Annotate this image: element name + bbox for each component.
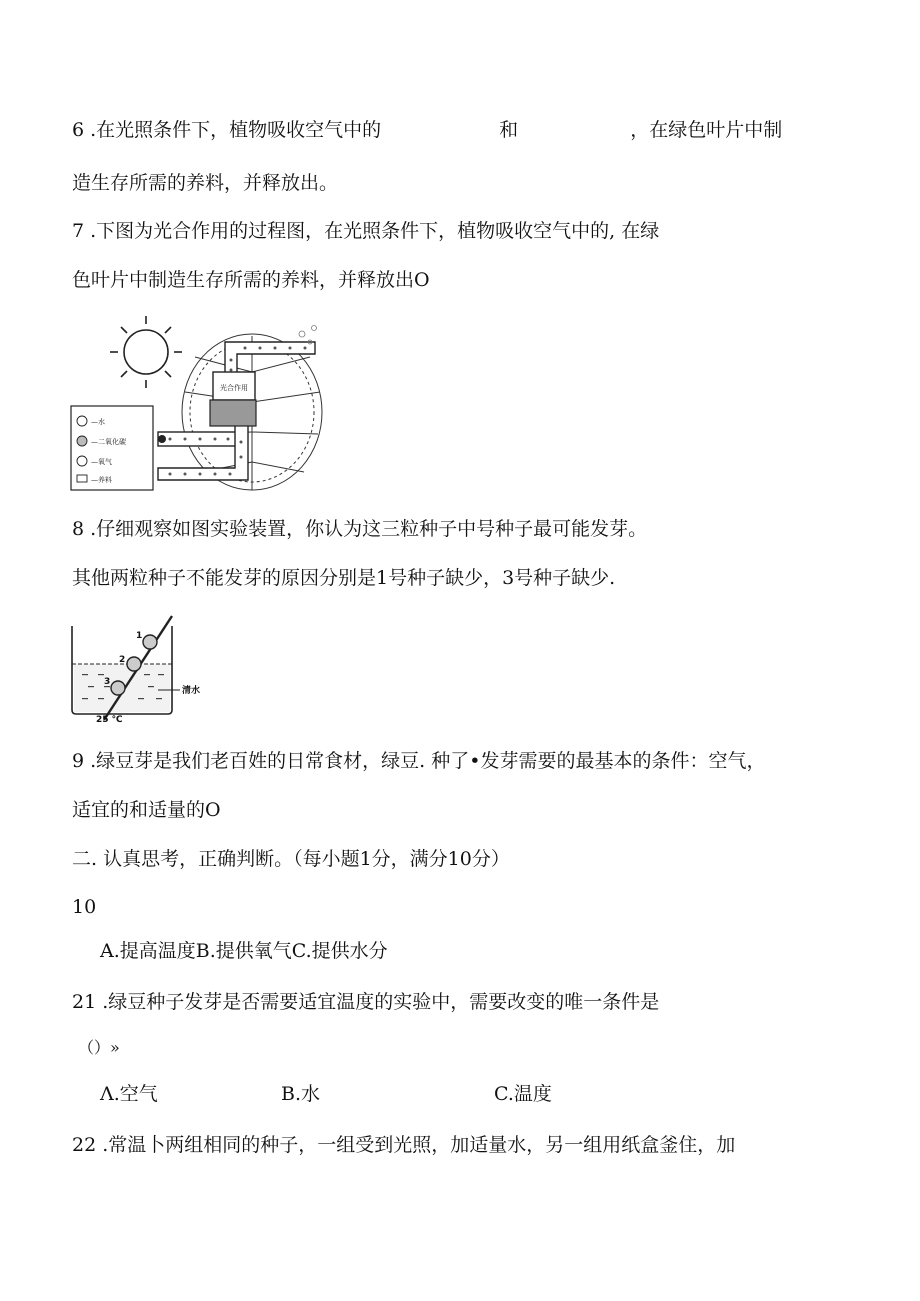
legend-item-nutrient: —养料 xyxy=(91,476,112,484)
q10-options: A.提高温度B.提供氧气C.提供水分 xyxy=(100,940,388,962)
q6-text-part1: 6 .在光照条件下，植物吸收空气中的 xyxy=(72,119,382,141)
legend-item-water: —水 xyxy=(91,418,105,426)
q22-line1: 22 .常温卜两组相同的种子，一组受到光照，加适量水，另一组用纸盒釜住，加 xyxy=(72,1134,736,1156)
q9-line1: 9 .绿豆芽是我们老百姓的日常食材，绿豆. 种了•发芽需要的最基本的条件：空气， xyxy=(72,750,766,772)
gas-bubbles xyxy=(299,326,317,345)
q6-line1 xyxy=(72,117,782,143)
seed-3-label: 3 xyxy=(104,677,111,687)
seed-2 xyxy=(127,657,141,671)
seed-1-label: 1 xyxy=(136,631,143,641)
sun-icon xyxy=(110,316,182,388)
legend-item-oxygen: —氧气 xyxy=(91,458,112,466)
q7-line1: 7 .下图为光合作用的过程图，在光照条件下，植物吸收空气中的, 在绿 xyxy=(72,220,660,242)
seed-experiment-diagram xyxy=(68,612,218,724)
photosynthesis-diagram xyxy=(70,312,330,497)
water-label: 清水 xyxy=(182,686,201,696)
q6-text-part3: ，在绿色叶片中制 xyxy=(630,119,783,141)
co2-marker xyxy=(158,435,166,443)
process-box-label: 光合作用 xyxy=(220,384,248,392)
seed-1 xyxy=(143,635,157,649)
q21-line1: 21 .绿豆种子发芽是否需要适宜温度的实验中，需要改变的唯一条件是 xyxy=(72,991,660,1013)
q6-text-part2: 和 xyxy=(499,119,519,141)
q8-line1: 8 .仔细观察如图实验装置，你认为这三粒种子中号种子最可能发芽。 xyxy=(72,518,648,540)
q21-option-c: C.温度 xyxy=(494,1083,552,1105)
q7-line2: 色叶片中制造生存所需的养料，并释放出O xyxy=(72,269,430,291)
temperature-label: 25 ℃ xyxy=(96,715,123,724)
seed-3 xyxy=(111,681,125,695)
seed-2-label: 2 xyxy=(119,655,126,665)
q21-option-b: B.水 xyxy=(281,1083,321,1105)
q21-option-a: Λ.空气 xyxy=(100,1083,158,1105)
legend-item-co2: —二氧化碳 xyxy=(91,438,126,446)
section-2-heading: 二. 认真思考，正确判断。（每小题1分，满分10分） xyxy=(72,848,510,870)
q6-line2: 造生存所需的养料，并释放出。 xyxy=(72,172,339,194)
process-machine xyxy=(210,400,256,426)
q10-number: 10 xyxy=(72,896,97,918)
q9-line2: 适宜的和适量的O xyxy=(72,799,221,821)
q8-line2: 其他两粒种子不能发芽的原因分别是1号种子缺少，3号种子缺少. xyxy=(72,567,616,589)
q21-line2: （）» xyxy=(78,1038,120,1057)
